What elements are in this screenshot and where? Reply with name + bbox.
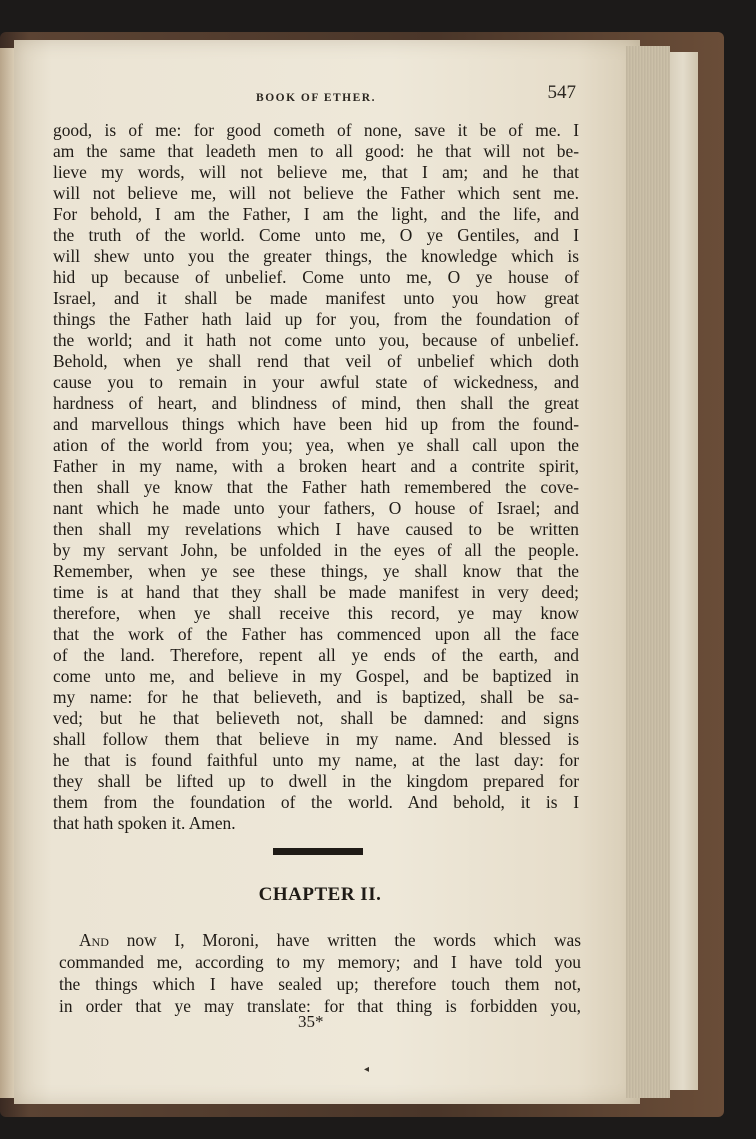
- text-line: hardness of heart, and blindness of mind, then shall the great: [53, 393, 579, 413]
- text-line: ation of the world from you; yea, when ye shall call upon the: [53, 435, 579, 455]
- text-line: that the work of the Father has commenced upon all the face: [53, 624, 579, 644]
- page-fore-edge: [626, 46, 670, 1098]
- text-line: things the Father hath laid up for you, from the foundation of: [53, 309, 579, 329]
- text-line: Israel, and it shall be made manifest unto you how great: [53, 288, 579, 308]
- text-line: hid up because of unbelief. Come unto me, O ye house of: [53, 267, 579, 287]
- text-line: For behold, I am the Father, I am the light, and the life, and: [53, 204, 579, 224]
- chapter-text-line: commanded me, according to my memory; and I have told you: [59, 952, 581, 972]
- text-line: the world; and it hath not come unto you, because of unbelief.: [53, 330, 579, 350]
- chapter-text-line: in order that ye may translate: for that thing is forbidden you,: [59, 996, 581, 1016]
- text-line: come unto me, and believe in my Gospel, and be baptized in: [53, 666, 579, 686]
- text-line: time is at hand that they shall be made manifest in very deed;: [53, 582, 579, 602]
- page-number: 547: [547, 82, 576, 103]
- chapter-lead-word: And: [79, 930, 109, 950]
- text-line: of the land. Therefore, repent all ye ends of the earth, and: [53, 645, 579, 665]
- body-text: [53, 120, 579, 834]
- text-line: the truth of the world. Come unto me, O ye Gentiles, and I: [53, 225, 579, 245]
- text-line: they shall be lifted up to dwell in the kingdom prepared for: [53, 771, 579, 791]
- text-line: Father in my name, with a broken heart and a contrite spirit,: [53, 456, 579, 476]
- chapter-first-line-rest: now I, Moroni, have written the words which was: [108, 930, 581, 950]
- text-line: good, is of me: for good cometh of none, save it be of me. I: [53, 120, 579, 140]
- text-line: by my servant John, be unfolded in the eyes of all the people.: [53, 540, 579, 560]
- text-line: therefore, when ye shall receive this record, ye may know: [53, 603, 579, 623]
- text-line: am the same that leadeth men to all good: he that will not be-: [53, 141, 579, 161]
- text-line: ved; but he that believeth not, shall be damned: and signs: [53, 708, 579, 728]
- chapter-text-line: [59, 929, 581, 951]
- text-line: then shall ye know that the Father hath remembered the cove-: [53, 477, 579, 497]
- text-line: that hath spoken it. Amen.: [53, 813, 236, 833]
- running-head: BOOK OF ETHER.: [256, 92, 376, 104]
- text-line: them from the foundation of the world. And behold, it is I: [53, 792, 579, 812]
- text-line: Remember, when ye see these things, ye shall know that the: [53, 561, 579, 581]
- signature-mark: 35*: [298, 1012, 324, 1031]
- chapter-text-line: the things which I have sealed up; therefore touch them not,: [59, 974, 581, 994]
- text-line: and marvellous things which have been hid up from the found-: [53, 414, 579, 434]
- text-line: shall follow them that believe in my name. And blessed is: [53, 729, 579, 749]
- page-header: [56, 82, 576, 112]
- text-line: he that is found faithful unto my name, at the last day: for: [53, 750, 579, 770]
- text-line: lieve my words, will not believe me, that I am; and he that: [53, 162, 579, 182]
- bottom-mark: ◂: [364, 1064, 370, 1075]
- text-line: my name: for he that believeth, and is baptized, shall be sa-: [53, 687, 579, 707]
- text-line: will not believe me, will not believe the Father which sent me.: [53, 183, 579, 203]
- text-line: Behold, when ye shall rend that veil of unbelief which doth: [53, 351, 579, 371]
- chapter-title: CHAPTER II.: [258, 884, 382, 905]
- section-divider: [273, 848, 363, 855]
- text-line: then shall my revelations which I have caused to be written: [53, 519, 579, 539]
- text-line: cause you to remain in your awful state of wickedness, and: [53, 372, 579, 392]
- page-block-edge: [668, 52, 698, 1090]
- chapter-text: [59, 929, 581, 1017]
- text-line: will shew unto you the greater things, the knowledge which is: [53, 246, 579, 266]
- text-line: nant which he made unto your fathers, O house of Israel; and: [53, 498, 579, 518]
